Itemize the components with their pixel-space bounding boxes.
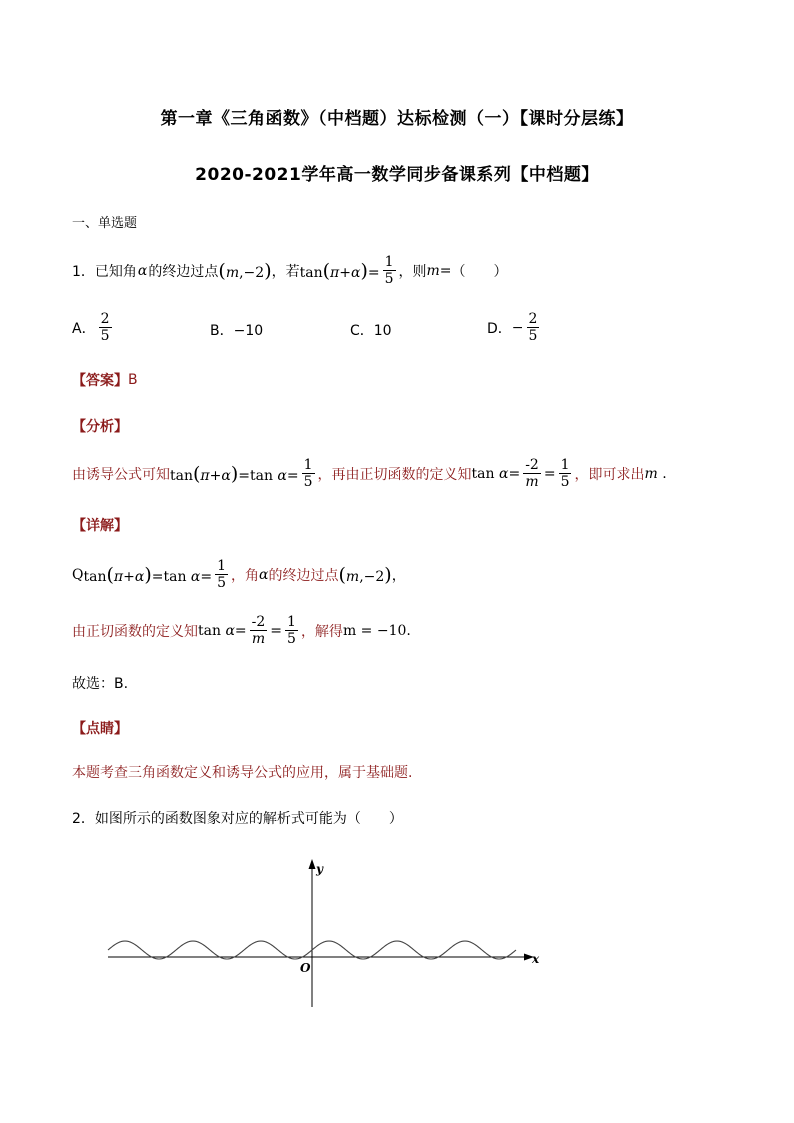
x-axis-label: x <box>532 952 540 966</box>
comment-text: 本题考查三角函数定义和诱导公式的应用，属于基础题. <box>72 765 413 781</box>
document-subtitle: 2020-2021学年高一数学同步备课系列【中档题】 <box>195 165 599 185</box>
answer-value: B <box>128 372 138 388</box>
option-d: D． − $\frac{2}{5}$ <box>487 311 538 344</box>
origin-label: O <box>300 961 311 975</box>
detail-tag: 【详解】 <box>72 518 128 534</box>
answer-tag: 【答案】 <box>72 373 128 389</box>
option-b: B．−10 <box>210 323 264 339</box>
question-2-stem: 2．如图所示的函数图象对应的解析式可能为（ ） <box>72 811 403 827</box>
fraction: $\frac{1}{5}$ <box>384 254 394 287</box>
function-graph <box>100 855 550 1015</box>
y-axis-arrow-icon <box>309 859 316 869</box>
section-heading: 一、单选题 <box>72 216 138 231</box>
option-a: A． $\frac{2}{5}$ <box>72 311 110 344</box>
detail-line-2: 由正切函数的定义知 tan α= $\frac{-2}{m}$ = $\frac{1}{5}$ ，解得 m = −10. <box>72 614 411 647</box>
detail-line-1: Q tan(π+α)=tan α= $\frac{1}{5}$ ，角 α 的终边过点 (m,−2) ， <box>72 558 406 591</box>
choose-line: 故选：B. <box>72 676 129 692</box>
analysis-text: 由诱导公式可知 tan(π+α)=tan α= $\frac{1}{5}$ ，再由正切函数的定义知 tan α= $\frac{-2}{m}$ = $\frac{1}{5}$ ，即可求出 m . <box>72 457 667 490</box>
analysis-tag: 【分析】 <box>72 419 128 435</box>
y-axis-label: y <box>316 862 323 876</box>
comment-tag: 【点睛】 <box>72 721 128 737</box>
answer-line <box>72 370 138 390</box>
option-c: C．10 <box>350 323 392 339</box>
document-title: 第一章《三角函数》（中档题）达标检测（一）【课时分层练】 <box>160 109 634 129</box>
question-1-stem: 1．已知角 α 的终边过点 (m,−2) ，若 tan(π+α)= $\frac{1}{5}$ ，则 m = （ ） <box>72 254 508 287</box>
